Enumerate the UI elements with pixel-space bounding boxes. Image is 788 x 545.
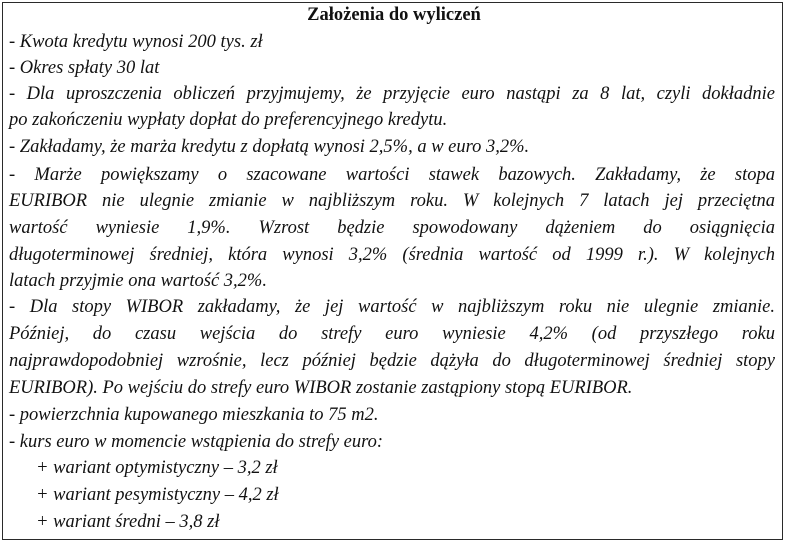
text-line-euribor-3: wartość wyniesie 1,9%. Wzrost będzie spowodowany dążeniem do osiągnięcia bbox=[9, 218, 775, 238]
list-item-variant-pessimistic: + wariant pesymistyczny – 4,2 zł bbox=[36, 485, 279, 505]
text-line-repayment-period: - Okres spłaty 30 lat bbox=[9, 58, 160, 78]
text-line-wibor-1: - Dla stopy WIBOR zakładamy, że jej wartość w najbliższym roku nie ulegnie zmianie. bbox=[9, 297, 775, 317]
document-title: Założenia do wyliczeń bbox=[307, 5, 481, 25]
text-line-euribor-2: EURIBOR nie ulegnie zmianie w najbliższym roku. W kolejnych 7 latach jej przeciętna bbox=[9, 191, 775, 211]
text-line-exchange-rate: - kurs euro w momencie wstąpienia do strefy euro: bbox=[9, 432, 384, 452]
list-item-variant-average: + wariant średni – 3,8 zł bbox=[36, 512, 220, 532]
text-line-euribor-4: długoterminowej średniej, która wynosi 3,2% (średnia wartość od 1999 r.). W kolejnych bbox=[9, 245, 775, 265]
text-line-euribor-1: - Marże powiększamy o szacowane wartości stawek bazowych. Zakładamy, że stopa bbox=[9, 165, 775, 185]
text-line-wibor-4: EURIBOR). Po wejściu do strefy euro WIBOR zostanie zastąpiony stopą EURIBOR. bbox=[9, 378, 633, 398]
text-line-euro-adoption-2: po zakończeniu wypłaty dopłat do preferencyjnego kredytu. bbox=[9, 110, 448, 130]
text-line-wibor-2: Później, do czasu wejścia do strefy euro wyniesie 4,2% (od przyszłego roku bbox=[9, 324, 775, 344]
text-line-apartment-area: - powierzchnia kupowanego mieszkania to 75 m2. bbox=[9, 405, 379, 425]
text-line-euribor-5: latach przyjmie ona wartość 3,2%. bbox=[9, 271, 267, 291]
text-line-margin: - Zakładamy, że marża kredytu z dopłatą wynosi 2,5%, a w euro 3,2%. bbox=[9, 137, 530, 157]
text-line-loan-amount: - Kwota kredytu wynosi 200 tys. zł bbox=[9, 32, 263, 52]
list-item-variant-optimistic: + wariant optymistyczny – 3,2 zł bbox=[36, 458, 278, 478]
text-line-euro-adoption-1: - Dla uproszczenia obliczeń przyjmujemy, że przyjęcie euro nastąpi za 8 lat, czyli dokładnie bbox=[9, 84, 775, 104]
text-line-wibor-3: najprawdopodobniej wzrośnie, lecz później będzie dążyła do długoterminowej średniej stopy bbox=[9, 351, 775, 371]
